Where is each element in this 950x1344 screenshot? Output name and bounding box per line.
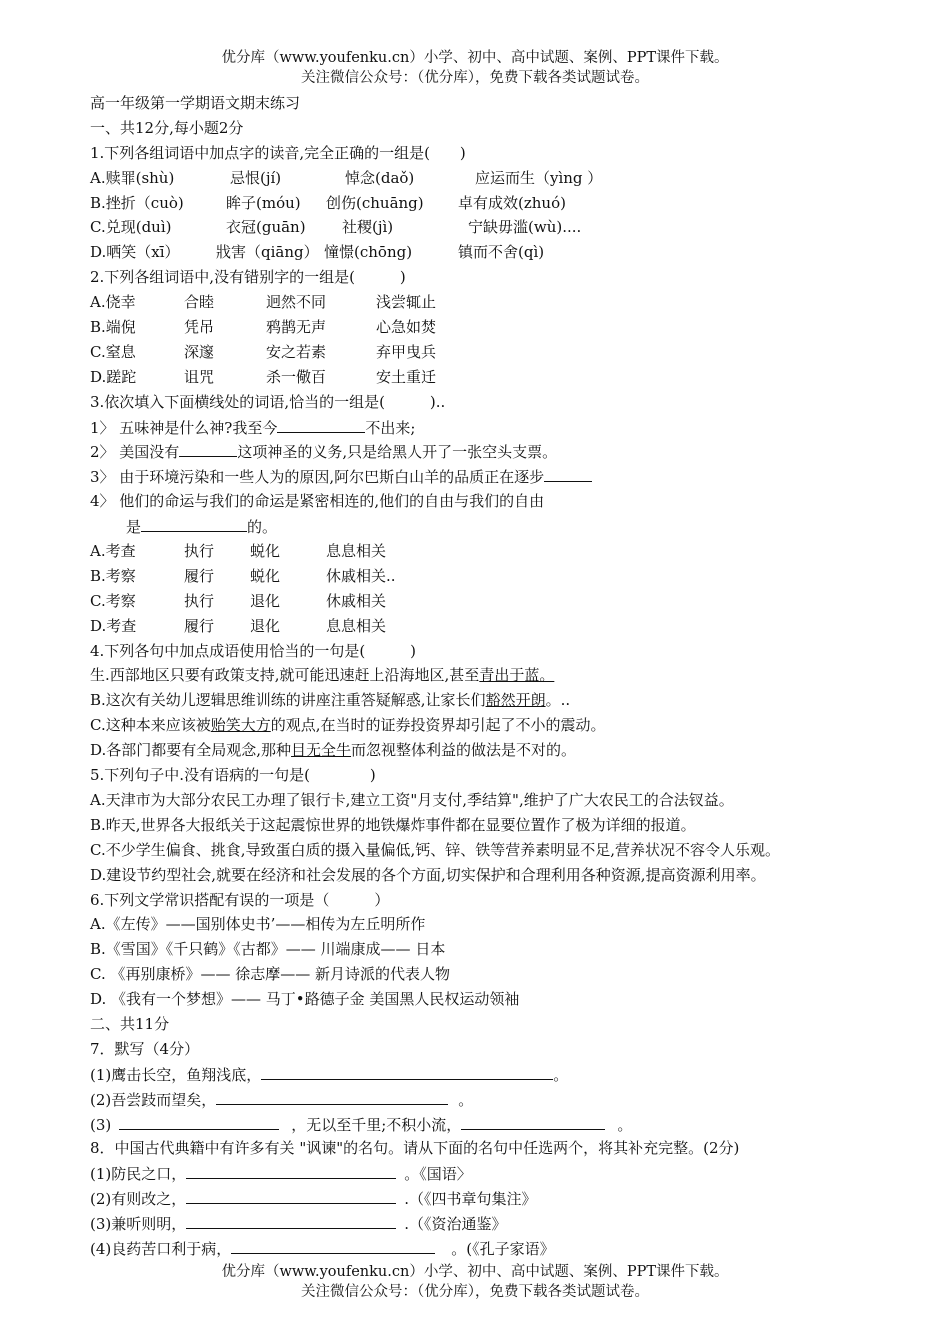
q8-l4-blank	[231, 1236, 435, 1254]
q3-a-2: 执行	[184, 542, 215, 561]
q4-option-c	[90, 713, 880, 738]
q1-a-1: A.赎罪(shù)	[90, 168, 175, 187]
q4-d-idiom: 目无全牛	[291, 741, 352, 760]
q5-option-a: A.天津市为大部分农民工办理了银行卡,建立工资"月支付,季结算",维护了广大农民工的合法钗益。	[90, 790, 734, 809]
q3-a-4: 息息相关	[326, 542, 387, 561]
q1-option-a	[90, 166, 880, 191]
q2-a-1: A.侥幸	[90, 293, 136, 312]
q3-s4-text-b: 是	[126, 518, 142, 537]
q2-option-c	[90, 340, 880, 365]
q3-c-1: C.考察	[90, 591, 136, 610]
q7-line-1	[90, 1062, 880, 1087]
q8-l3-blank	[186, 1211, 396, 1229]
q7-l3-text: (3)	[90, 1115, 112, 1134]
q3-sentence-4: 4〉 他们的命运与我们的命运是紧密相连的,他们的自由与我们的自由	[90, 492, 545, 511]
q2-a-3: 迥然不同	[266, 293, 327, 312]
q7-line-3	[90, 1112, 880, 1137]
q1-stem: 1.下列各组词语中加点字的读音,完全正确的一组是( )	[90, 143, 466, 162]
q8-stem: 8．中国古代典籍中有许多有关 "讽谏"的名句。请从下面的名句中任选两个，将其补充完整。(2分)	[90, 1139, 740, 1158]
q4-b-tail: 。..	[545, 691, 571, 710]
footer-line-2: 关注微信公众号：（优分库），免费下载各类试题试卷。	[301, 1284, 649, 1300]
q4-stem: 4.下列各句中加点成语使用恰当的一句是( )	[90, 641, 417, 660]
document-title: 高一年级第一学期语文期末练习	[90, 94, 301, 112]
q3-a-3: 蜕化	[250, 542, 281, 561]
q7-l1-blank	[261, 1062, 553, 1080]
q3-b-3: 蜕化	[250, 566, 281, 585]
q7-line-2	[90, 1087, 880, 1112]
q4-a-idiom: 青出于蓝。	[479, 666, 555, 685]
q4-option-b	[90, 688, 880, 713]
footer-line-1: 优分库（www.youfenku.cn）小学、初中、高中试题、案例、PPT课件下载。	[221, 1264, 729, 1280]
q1-c-1: C.兑现(duì)	[90, 218, 172, 237]
q8-line-2	[90, 1186, 880, 1211]
q7-l3-blank-2	[461, 1112, 605, 1130]
q7-stem: 7．默写（4分）	[90, 1039, 200, 1058]
q7-l3-blank-1	[119, 1112, 279, 1130]
q7-l2-end: 。	[458, 1090, 474, 1109]
q4-c-tail: 的观点,在当时的证券投资界却引起了不小的震动。	[270, 716, 606, 735]
q3-s4-blank	[141, 514, 247, 532]
q2-b-3: 鸦鹊无声	[266, 318, 327, 337]
q4-option-a	[90, 663, 880, 688]
q3-d-3: 退化	[250, 616, 281, 635]
q4-option-d	[90, 738, 880, 763]
q2-d-4: 安土重迁	[376, 367, 437, 386]
q1-option-d	[90, 240, 880, 265]
q1-d-3: 憧憬(chōng)	[324, 243, 413, 262]
q2-d-2: 诅咒	[184, 367, 215, 386]
q3-c-4: 休戚相关	[326, 591, 387, 610]
q2-b-4: 心急如焚	[376, 318, 437, 337]
q3-c-2: 执行	[184, 591, 215, 610]
q3-sentence-4-cont	[90, 514, 880, 539]
q3-s1-text-a: 1〉 五味神是什么神?我至今	[90, 418, 278, 437]
q3-b-2: 履行	[184, 566, 215, 585]
q3-a-1: A.考查	[90, 542, 136, 561]
q7-l2-text: (2)吾尝跂而望矣，	[90, 1090, 217, 1109]
section-2-heading: 二、共11分	[90, 1014, 170, 1033]
q2-option-d	[90, 365, 880, 390]
q2-a-2: 合睦	[184, 293, 215, 312]
q1-b-4: 卓有成效(zhuó)	[458, 193, 566, 212]
q3-s3-text-a: 3〉 由于环境污染和一些人为的原因,阿尔巴斯白山羊的品质正在逐步	[90, 468, 545, 487]
q1-c-3: 社稷(jì)	[342, 218, 394, 237]
q3-c-3: 退化	[250, 591, 281, 610]
q1-b-3: 创伤(chuāng)	[326, 193, 424, 212]
q2-c-2: 深邃	[184, 342, 215, 361]
q8-line-4	[90, 1236, 880, 1261]
q2-option-a	[90, 290, 880, 315]
q1-d-4: 镇而不舍(qì)	[458, 243, 545, 262]
q8-line-1	[90, 1161, 880, 1186]
q2-d-1: D.蹉跎	[90, 367, 137, 386]
q3-sentence-1	[90, 415, 880, 440]
q8-l3-text: (3)兼听则明，	[90, 1215, 187, 1234]
q4-b-text: B.这次有关幼儿逻辑思维训练的讲座注重答疑解惑,让家长们	[90, 691, 486, 710]
q1-b-1: B.挫折（cuò)	[90, 193, 184, 212]
q2-c-4: 弃甲曳兵	[376, 342, 437, 361]
q2-a-4: 浅尝辄止	[376, 293, 437, 312]
q4-c-idiom: 贻笑大方	[210, 716, 271, 735]
q7-l1-end: 。	[553, 1065, 569, 1084]
q3-s3-blank	[544, 464, 592, 482]
header-line-1: 优分库（www.youfenku.cn）小学、初中、高中试题、案例、PPT课件下载。	[221, 50, 729, 66]
q2-b-1: B.端倪	[90, 318, 136, 337]
q8-l2-source: .（《四书章句集注》	[404, 1190, 537, 1209]
q3-option-b	[90, 564, 880, 589]
q1-option-b	[90, 191, 880, 216]
q4-b-idiom: 豁然开朗	[485, 691, 546, 710]
q3-b-1: B.考察	[90, 566, 136, 585]
q3-option-d	[90, 614, 880, 639]
q6-option-d: D. 《我有一个梦想》—— 马丁•路德子金 美国黑人民权运动领袖	[90, 990, 520, 1009]
q8-l2-text: (2)有则改之，	[90, 1190, 187, 1209]
q3-option-a	[90, 539, 880, 564]
q2-c-3: 安之若素	[266, 342, 327, 361]
q1-a-4: 应运而生（yìng ）	[475, 168, 603, 187]
q1-c-2: 衣冠(guān)	[226, 218, 306, 237]
q3-d-2: 履行	[184, 616, 215, 635]
q6-option-b: B.《雪国》《千只鹤》《古都》—— 川端康成—— 日本	[90, 940, 446, 959]
q1-b-2: 眸子(móu)	[226, 193, 301, 212]
q8-l2-blank	[186, 1186, 396, 1204]
q8-l4-source: 。(《孔子家语》	[451, 1239, 555, 1258]
q3-option-c	[90, 589, 880, 614]
q3-s2-text-a: 2〉 美国没有	[90, 443, 180, 462]
page-footer	[0, 1262, 950, 1302]
header-line-2: 关注微信公众号：（优分库），免费下载各类试题试卷。	[301, 70, 649, 86]
q2-d-3: 杀一儆百	[266, 367, 327, 386]
q3-d-4: 息息相关	[326, 616, 387, 635]
q7-l2-blank	[216, 1087, 448, 1105]
q2-stem: 2.下列各组词语中,没有错别字的一组是( )	[90, 268, 406, 287]
q3-b-4: 休戚相关..	[326, 566, 396, 585]
q4-c-text: C.这种本来应该被	[90, 716, 211, 735]
q5-option-d: D.建设节约型社会,就要在经济和社会发展的各个方面,切实保护和合理利用各种资源,提高资源利用率。	[90, 865, 766, 884]
page-header	[0, 48, 950, 88]
q8-l1-blank	[186, 1161, 396, 1179]
q3-s1-text-b: 不出来;	[365, 418, 416, 437]
q1-c-4: 宁缺毋滥(wù)....	[468, 218, 582, 237]
q4-d-text: D.各部门都要有全局观念,那种	[90, 741, 292, 760]
q6-option-a: A.《左传》——国别体史书’——相传为左丘明所作	[90, 915, 426, 934]
q5-stem: 5.下列句子中.没有语病的一句是( )	[90, 766, 376, 785]
q1-option-c	[90, 215, 880, 240]
q2-option-b	[90, 315, 880, 340]
q3-s2-blank	[179, 439, 237, 457]
q3-d-1: D.考查	[90, 616, 137, 635]
q5-option-b: B.昨天,世界各大报纸关于这起震惊世界的地铁爆炸事件都在显要位置作了极为详细的报道。	[90, 815, 696, 834]
q3-sentence-2	[90, 439, 880, 464]
q1-a-2: 忌恨(jí)	[230, 168, 282, 187]
q3-stem: 3.依次填入下面横线处的词语,恰当的一组是( )..	[90, 392, 446, 411]
document-body	[90, 91, 880, 1261]
q3-s2-text-b: 这项神圣的义务,只是给黑人开了一张空头支票。	[237, 443, 558, 462]
q1-a-3: 悼念(daǒ)	[345, 168, 415, 187]
q7-l3-end: 。	[617, 1115, 633, 1134]
q8-l1-source: 。《国语〉	[404, 1165, 472, 1184]
q5-option-c: C.不少学生偏食、挑食,导致蛋白质的摄入量偏低,钙、锌、铁等营养素明显不足,营养状况不容令人乐观。	[90, 840, 781, 859]
q3-s4-text-c: 的。	[247, 518, 278, 537]
q8-line-3	[90, 1211, 880, 1236]
q3-s1-blank	[277, 415, 365, 433]
section-1-heading: 一、共12分,每小题2分	[90, 118, 244, 137]
q2-c-1: C.窒息	[90, 342, 136, 361]
q1-d-2: 戕害（qiāng）	[216, 243, 319, 262]
q8-l4-text: (4)良药苦口利于病，	[90, 1239, 232, 1258]
q3-sentence-3	[90, 464, 880, 489]
q4-d-tail: 而忽视整体利益的做法是不对的。	[351, 741, 577, 760]
q7-l3-mid: ，无以至千里;不积小流，	[291, 1115, 462, 1134]
q2-b-2: 凭吊	[184, 318, 215, 337]
q6-stem: 6.下列文学常识搭配有误的一项是（ ）	[90, 890, 390, 909]
q8-l3-source: .（《资治通鉴》	[404, 1215, 507, 1234]
q7-l1-text: (1)鹰击长空，鱼翔浅底，	[90, 1065, 262, 1084]
q1-d-1: D.哂笑（xī）	[90, 243, 180, 262]
q4-a-text: 生.西部地区只要有政策支持,就可能迅速赶上沿海地区,甚至	[90, 666, 480, 685]
q6-option-c: C. 《再别康桥》—— 徐志摩—— 新月诗派的代表人物	[90, 965, 451, 984]
q8-l1-text: (1)防民之口，	[90, 1165, 187, 1184]
